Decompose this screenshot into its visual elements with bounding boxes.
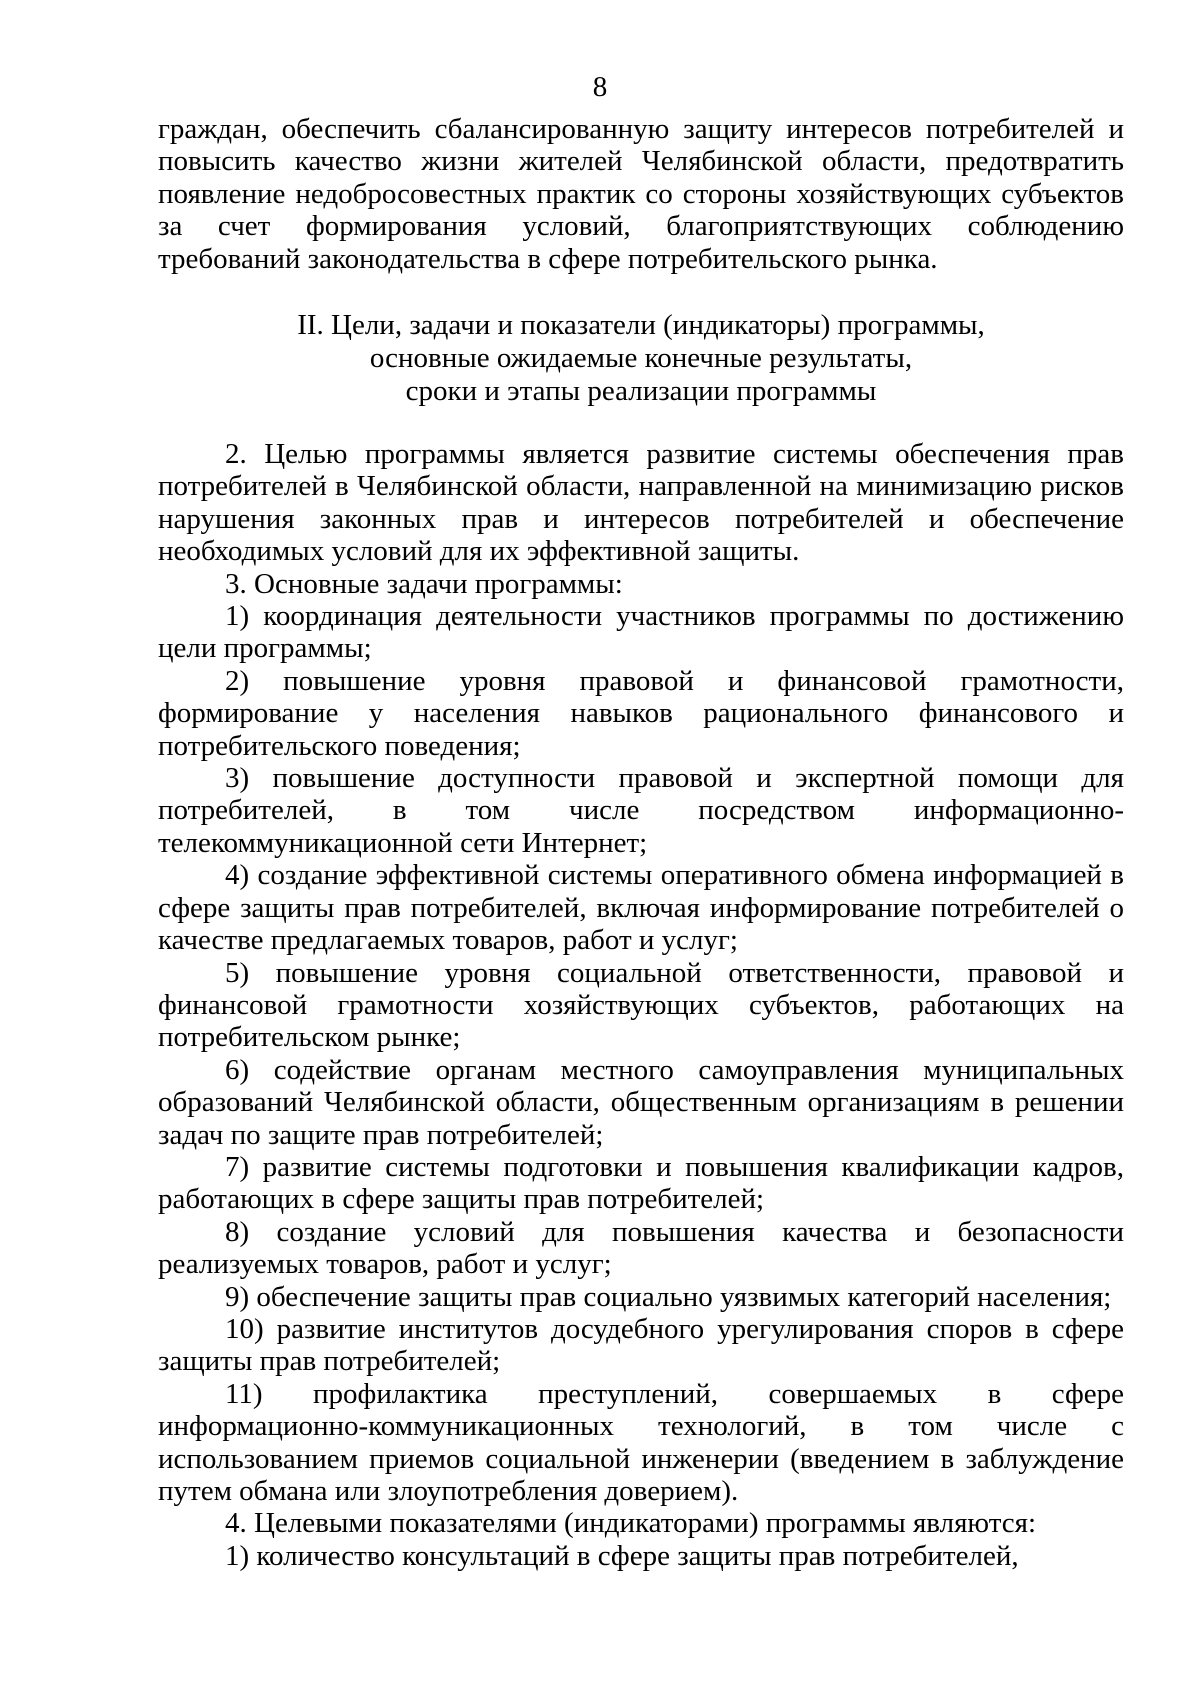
task-item: 8) создание условий для повышения качества и безопасности реализуемых товаров, работ и услуг; — [158, 1215, 1124, 1281]
paragraph-tasks-heading: 3. Основные задачи программы: — [225, 567, 623, 600]
task-item: 6) содействие органам местного самоуправления муниципальных образований Челябинской области, общественным организациям в решении задач по защите прав потребителей; — [158, 1053, 1124, 1151]
body-block — [158, 438, 1124, 1572]
task-item: 10) развитие институтов досудебного урегулирования споров в сфере защиты прав потребителей; — [158, 1312, 1124, 1378]
task-item: 1) координация деятельности участников программы по достижению цели программы; — [158, 600, 1124, 665]
section-heading-line-3: сроки и этапы реализации программы — [405, 375, 877, 407]
page-number: 8 — [592, 71, 608, 103]
intro-block — [158, 113, 1124, 275]
section-heading-line-2: основные ожидаемые конечные результаты, — [369, 342, 913, 374]
task-item: 2) повышение уровня правовой и финансовой грамотности, формирование у населения навыков рационального финансового и потребительского поведения; — [158, 664, 1124, 762]
paragraph-goal: 2. Целью программы является развитие системы обеспечения прав потребителей в Челябинской области, направленной на минимизацию рисков нарушения законных прав и интересов потребителей и обеспечение необходимых условий для их эффективной защиты. — [158, 438, 1124, 568]
intro-paragraph: граждан, обеспечить сбалансированную защиту интересов потребителей и повысить качество жизни жителей Челябинской области, предотвратить появление недобросовестных практик со стороны хозяйствующих субъектов за счет формирования условий, благоприятствующих соблюдению требований законодательства в сфере потребительского рынка. — [158, 113, 1124, 275]
task-item: 4) создание эффективной системы оперативного обмена информацией в сфере защиты прав потребителей, включая информирование потребителей о качестве предлагаемых товаров, работ и услуг; — [158, 859, 1124, 957]
paragraph-indicators-heading: 4. Целевыми показателями (индикаторами) программы являются: — [225, 1507, 1036, 1540]
task-item: 3) повышение доступности правовой и экспертной помощи для потребителей, в том числе посредством информационно-телекоммуникационной сети Интернет; — [158, 762, 1124, 859]
section-heading-line-1: II. Цели, задачи и показатели (индикаторы) программы, — [297, 309, 985, 341]
indicator-item: 1) количество консультаций в сфере защиты прав потребителей, — [225, 1539, 1019, 1572]
task-item: 5) повышение уровня социальной ответственности, правовой и финансовой грамотности хозяйствующих субъектов, работающих на потребительском рынке; — [158, 956, 1124, 1054]
task-item: 7) развитие системы подготовки и повышения квалификации кадров, работающих в сфере защиты прав потребителей; — [158, 1150, 1124, 1216]
task-item: 11) профилактика преступлений, совершаемых в сфере информационно-коммуникационных технологий, в том числе с использованием приемов социальной инженерии (введением в заблуждение путем обмана или злоупотребления доверием). — [158, 1377, 1124, 1507]
task-item: 9) обеспечение защиты прав социально уязвимых категорий населения; — [225, 1280, 1112, 1313]
section-heading — [158, 309, 1124, 408]
